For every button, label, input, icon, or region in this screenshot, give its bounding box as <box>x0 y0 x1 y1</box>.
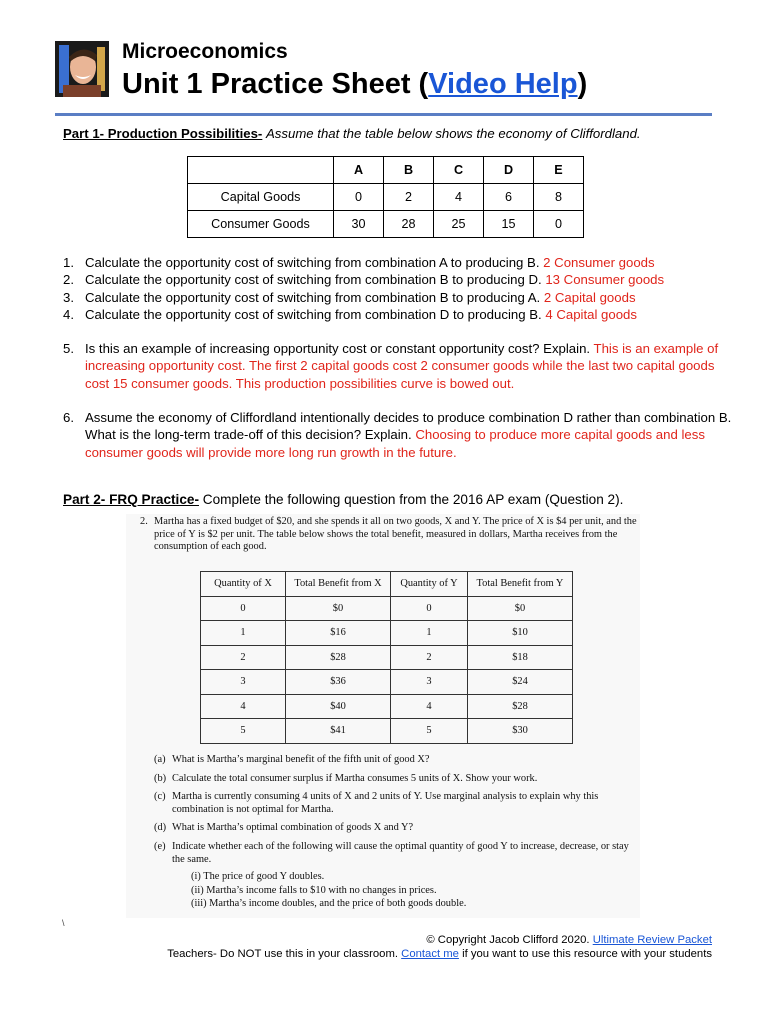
author-avatar <box>55 41 109 97</box>
table-row <box>188 211 584 238</box>
column-header: Quantity of X <box>201 572 286 597</box>
table-cell: 15 <box>484 211 534 238</box>
benefit-table <box>200 571 573 744</box>
table-row <box>188 157 584 184</box>
question-item: 1. Calculate the opportunity cost of switching from combination A to producing B. 2 Consumer goods <box>63 255 655 270</box>
table-cell: 0 <box>334 184 384 211</box>
part1-heading: Part 1- Production Possibilities- Assume that the table below shows the economy of Cliffordland. <box>63 126 641 141</box>
table-cell: 8 <box>534 184 584 211</box>
ppc-table <box>187 156 584 238</box>
table-cell: 30 <box>334 211 384 238</box>
question-item: 6. Assume the economy of Cliffordland intentionally decides to produce combination D rather than combination B. What is the long-term trade-off of this decision? Explain. Choosing to produce more capital goods and less consumer goods will provide more long run growth in the future. <box>63 410 732 460</box>
table-cell: 6 <box>484 184 534 211</box>
subject-title: Microeconomics <box>122 40 288 63</box>
column-header: D <box>484 157 534 184</box>
answer-text: 2 Capital goods <box>543 289 636 305</box>
footer-copyright: © Copyright Jacob Clifford 2020. Ultimate Review Packet <box>426 934 712 946</box>
column-header: A <box>334 157 384 184</box>
answer-text: Choosing to produce more capital goods and less consumer goods will provide more long run growth in the future. <box>85 427 705 460</box>
table-cell: 25 <box>434 211 484 238</box>
table-cell: 4 <box>434 184 484 211</box>
column-header: Quantity of Y <box>391 572 468 597</box>
question-item: 5. Is this an example of increasing opportunity cost or constant opportunity cost? Explain. This is an example of increasing opportunity cost. The first 2 capital goods cost 2 consumer goods while the last two capital goods cost 15 consumer goods. This production possibilities curve is bowed out. <box>63 341 719 391</box>
table-row: 5 $41 5 $30 <box>201 719 573 744</box>
answer-text: 13 Consumer goods <box>545 272 665 288</box>
table-row: 1 $16 1 $10 <box>201 621 573 646</box>
column-header: C <box>434 157 484 184</box>
frq-subparts: (i) The price of good Y doubles. (ii) Martha’s income falls to $10 with no changes in prices. (iii) Martha’s income doubles, and the price of both goods double. <box>191 871 467 910</box>
table-row: 4 $40 4 $28 <box>201 694 573 719</box>
header-rule <box>55 113 712 116</box>
frq-part: (c) Martha is currently consuming 4 units of X and 2 units of Y. Use marginal analysis to explain why this combination is not optimal for Martha. <box>154 791 599 815</box>
table-row <box>188 184 584 211</box>
row-label: Capital Goods <box>188 184 334 211</box>
column-header: E <box>534 157 584 184</box>
video-help-link[interactable]: Video Help <box>428 68 578 100</box>
answer-text: This is an example of increasing opportunity cost. The first 2 capital goods cost 2 consumer goods while the last two capital goods cost 15 consumer goods. This production possibilities curve is bowed out. <box>85 341 719 391</box>
contact-link[interactable]: Contact me <box>401 948 459 960</box>
frq-prompt: 2. Martha has a fixed budget of $20, and she spends it all on two goods, X and Y. The price of X is $4 per unit, and the price of Y is $2 per unit. The table below shows the total benefit, measured in dollars, Martha receives from the consumption of each good. <box>140 516 637 552</box>
stray-mark: \ <box>62 918 65 928</box>
question-item: 3. Calculate the opportunity cost of switching from combination B to producing A. 2 Capital goods <box>63 289 636 305</box>
frq-part: (b) Calculate the total consumer surplus if Martha consumes 5 units of X. Show your work. <box>154 772 538 784</box>
question-list <box>63 254 735 461</box>
frq-parts <box>154 754 634 917</box>
table-cell: 2 <box>384 184 434 211</box>
frq-part: (e) Indicate whether each of the following will cause the optimal quantity of good Y to increase, decrease, or stay the same. (i) The price of good Y doubles. (ii) Martha’s income falls to $10 with no changes in prices. (iii) Martha’s income doubles, and the price of both goods double. <box>154 841 634 911</box>
row-label: Consumer Goods <box>188 211 334 238</box>
column-header: B <box>384 157 434 184</box>
table-cell: 28 <box>384 211 434 238</box>
question-item: 2. Calculate the opportunity cost of switching from combination B to producing D. 13 Consumer goods <box>63 272 665 288</box>
review-packet-link[interactable]: Ultimate Review Packet <box>592 934 712 946</box>
question-item: 4. Calculate the opportunity cost of switching from combination D to producing B. 4 Capital goods <box>63 306 637 322</box>
frq-part: (d) What is Martha’s optimal combination of goods X and Y? <box>154 822 414 834</box>
part2-heading: Part 2- FRQ Practice- Complete the following question from the 2016 AP exam (Question 2). <box>63 492 624 507</box>
table-row: 3 $36 3 $24 <box>201 670 573 695</box>
table-row <box>201 572 573 597</box>
frq-part: (a) What is Martha’s marginal benefit of the fifth unit of good X? <box>154 754 430 765</box>
table-row: 0 $0 0 $0 <box>201 596 573 621</box>
table-row: 2 $28 2 $18 <box>201 645 573 670</box>
page-title: Unit 1 Practice Sheet (Video Help) <box>122 68 588 100</box>
footer-teachers: Teachers- Do NOT use this in your classroom. Contact me if you want to use this resource with your students <box>167 948 712 960</box>
answer-text: 2 Consumer goods <box>543 255 655 270</box>
table-cell: 0 <box>534 211 584 238</box>
column-header: Total Benefit from Y <box>468 572 573 597</box>
answer-text: 4 Capital goods <box>545 306 637 322</box>
column-header: Total Benefit from X <box>286 572 391 597</box>
